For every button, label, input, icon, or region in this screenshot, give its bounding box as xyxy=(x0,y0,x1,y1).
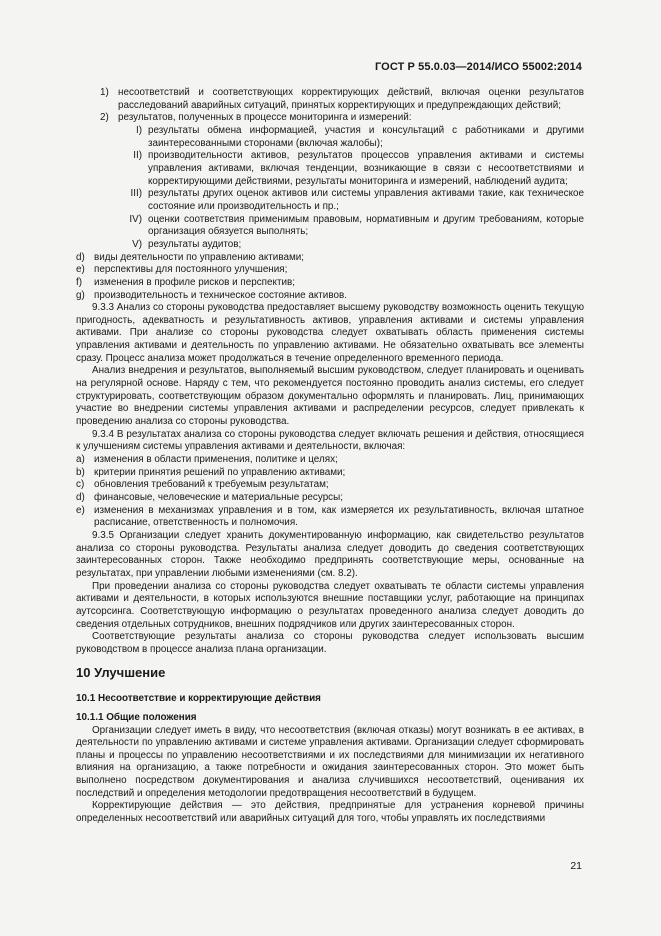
list-text: изменения в области применения, политике и целях; xyxy=(94,454,338,466)
list-item xyxy=(76,277,584,290)
list-item xyxy=(116,150,584,188)
list-item xyxy=(76,492,584,505)
lettered-list xyxy=(76,252,584,303)
paragraph-9-3-3-b: Анализ внедрения и результатов, выполняемый высшим руководством, следует планировать и оценивать на регулярной основе. Наряду с тем, что рекомендуется постоянно проводить анализ системы, его следует структурировать, соответствующим образом документально оформлять и планировать. Лиц, принимающих участие во внедрении системы управления активами и распределении ресурсов, следует привлекать к проведению анализа со стороны руководства. xyxy=(76,365,584,428)
list-marker: f) xyxy=(76,276,83,288)
standard-header: ГОСТ Р 55.0.03—2014/ИСО 55002:2014 xyxy=(374,61,582,73)
list-marker: a) xyxy=(76,454,85,466)
list-item xyxy=(76,505,584,530)
list-item xyxy=(76,467,584,480)
list-text: виды деятельности по управлению активами; xyxy=(94,251,304,263)
paragraph-10-1-1: Организации следует иметь в виду, что несоответствия (включая отказы) могут возникать в ее активах, в деятельности по управлению активами и системе управления активами. Организации следует сформировать планы и процессы по управлению несоответствиями и их последствиями для минимизации их негативного влияния на организацию, а также потребности и ожидания заинтересованных сторон. Это может быть выполнено посредством документирования и анализа случившихся несоответствий, оценивания их последствий и определения методологии предотвращения несоответствий в будущем. xyxy=(76,724,584,799)
paragraph-10-1-1-b: Корректирующие действия — это действия, предпринятые для устранения корневой причины определенных несоответствий или аварийных ситуаций для того, чтобы управлять их последствиями xyxy=(76,800,584,825)
list-marker: 2) xyxy=(100,112,109,124)
list-marker: I) xyxy=(135,124,142,136)
paragraph-9-3-5-c: Соответствующие результаты анализа со стороны руководства следует использовать высшим руководством в процессе анализа плана организации. xyxy=(76,631,584,655)
list-marker: IV) xyxy=(129,213,142,225)
list-marker: V) xyxy=(132,238,142,250)
page-number: 21 xyxy=(570,860,582,872)
list-item xyxy=(76,454,584,467)
list-item xyxy=(116,125,584,150)
list-text: несоответствий и соответствующих корректирующих действий, включая оценки результатов расследований аварийных ситуаций, принятых корректирующих и предупреждающих действий; xyxy=(118,87,584,111)
paragraph-9-3-3: 9.3.3 Анализ со стороны руководства предоставляет высшему руководству возможность оценить текущую пригодность, адекватность и результативность активов, управления активами и системы управления активами. При анализе со стороны руководства следует охватывать область применения системы управления активами и деятельность по управлению активами. Не обязательно охватывать все элементы сразу. Процесс анализа может продолжаться в течение определенного временного периода. xyxy=(76,302,584,364)
list-text: изменения в механизмах управления и в том, как измеряется их результативность, включая штатное расписание, ответственность и полномочия. xyxy=(94,504,584,529)
list-text: результаты аудитов; xyxy=(148,238,242,250)
list-marker: 1) xyxy=(100,87,109,98)
list-text: производительность и техническое состояние активов. xyxy=(94,289,347,301)
list-marker: e) xyxy=(76,264,85,276)
list-marker: III) xyxy=(130,188,142,200)
list-item xyxy=(76,479,584,492)
list-marker: d) xyxy=(76,251,85,263)
section-heading-10: 10 Улучшение xyxy=(76,664,166,680)
list-marker: e) xyxy=(76,504,85,516)
list-marker: g) xyxy=(76,289,85,301)
list-item xyxy=(76,252,584,265)
section-heading-10-1-1: 10.1.1 Общие положения xyxy=(76,711,197,723)
list-text: финансовые, человеческие и материальные ресурсы; xyxy=(94,492,343,503)
list-text: результатов, полученных в процессе мониторинга и измерений: xyxy=(118,112,412,124)
list-item xyxy=(100,112,584,125)
lettered-list-9-3-4 xyxy=(76,454,584,530)
list-text: оценки соответствия применимым правовым, нормативным и другим требованиям, которые организация обязуется выполнять; xyxy=(148,213,584,238)
list-text: критерии принятия решений по управлению активами; xyxy=(94,466,346,478)
list-text: обновления требований к требуемым результатам; xyxy=(94,479,329,491)
list-marker: b) xyxy=(76,466,85,478)
roman-list xyxy=(76,125,584,252)
list-item xyxy=(76,290,584,303)
list-text: перспективы для постоянного улучшения; xyxy=(94,264,288,276)
list-marker: II) xyxy=(133,150,142,162)
list-marker: c) xyxy=(76,479,85,491)
page-content xyxy=(76,87,584,826)
paragraph-9-3-5: 9.3.5 Организации следует хранить документированную информацию, как свидетельство результатов анализа со стороны руководства. Результаты анализа следует доводить до сведения соответствующих заинтересованных сторон. Также необходимо предпринять соответствующие меры, основанные на результатах, при управлении любыми изменениями (см. 8.2). xyxy=(76,529,584,579)
numbered-list xyxy=(76,87,584,125)
paragraph-9-3-4: 9.3.4 В результатах анализа со стороны руководства следует включать решения и действия, относящиеся к улучшениям системы управления активами и деятельности, включая: xyxy=(76,428,584,453)
list-item xyxy=(116,214,584,239)
list-text: результаты других оценок активов или системы управления активами такие, как техническое состояние или производительность и пр.; xyxy=(148,188,584,212)
section-heading-10-1: 10.1 Несоответствие и корректирующие действия xyxy=(76,693,321,705)
paragraph-9-3-5-b: При проведении анализа со стороны руководства следует охватывать те области системы управления активами и деятельности, в которых используются внешние поставщики услуг, работающие на принципах аутсорсинга. Соответствующую информацию о результатах проведенного анализа следует доводить до сведения отдельных сотрудников, внешних подрядчиков или других заинтересованных сторон. xyxy=(76,580,584,630)
list-item xyxy=(116,239,584,252)
list-marker: d) xyxy=(76,492,85,503)
list-item xyxy=(100,87,584,112)
list-item xyxy=(76,264,584,277)
list-item xyxy=(116,188,584,213)
list-text: производительности активов, результатов процессов управления активами и системы управления активами, включая тенденции, возникающие в связи с несоответствиями и корректирующими действиями, результаты мониторинга и измерений, наблюдений аудита; xyxy=(148,150,584,187)
list-text: результаты обмена информацией, участия и консультаций с работниками и другими заинтересованными сторонами (включая жалобы); xyxy=(148,124,584,149)
list-text: изменения в профиле рисков и перспектив; xyxy=(94,276,295,288)
